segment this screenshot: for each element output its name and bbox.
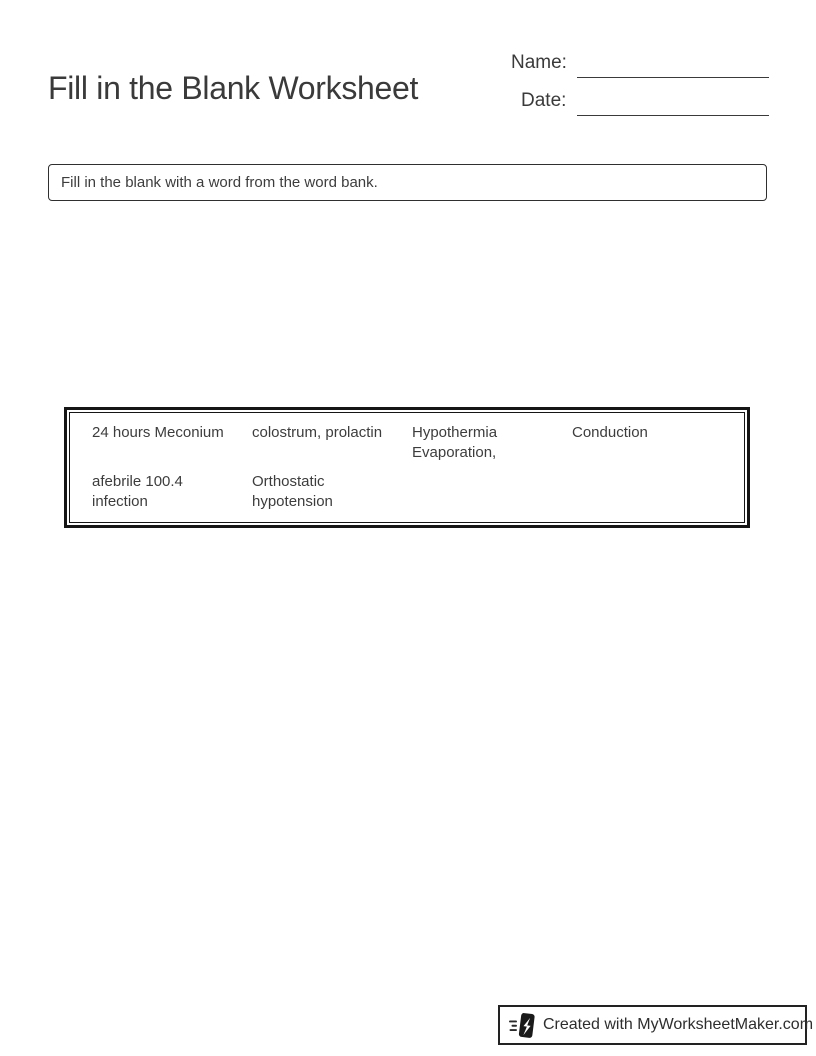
date-blank-line xyxy=(577,115,769,116)
word-bank-item: 24 hours Meconium xyxy=(92,424,224,441)
word-bank-item: colostrum, prolactin xyxy=(252,424,383,441)
word-bank-item xyxy=(572,472,732,511)
name-label: Name: xyxy=(511,52,567,73)
footer-credit-text: Created with MyWorksheetMaker.com xyxy=(543,1016,814,1033)
word-bank-item: Orthostatic hypotension xyxy=(252,473,333,510)
worksheet-maker-logo-icon xyxy=(509,1011,536,1040)
word-bank-item: afebrile 100.4 infection xyxy=(92,473,183,510)
word-bank-box xyxy=(64,407,750,528)
instructions-text: Fill in the blank with a word from the word bank. xyxy=(61,174,378,191)
instructions-box xyxy=(48,164,767,201)
date-label: Date: xyxy=(521,90,567,111)
word-bank-grid xyxy=(69,412,745,523)
footer-credit-box xyxy=(498,1005,814,1045)
word-bank-item xyxy=(412,472,572,511)
word-bank-item: Conduction xyxy=(572,424,648,441)
page-title: Fill in the Blank Worksheet xyxy=(48,70,419,107)
word-bank-item: Hypothermia Evaporation, xyxy=(412,424,498,461)
name-blank-line xyxy=(577,77,769,78)
